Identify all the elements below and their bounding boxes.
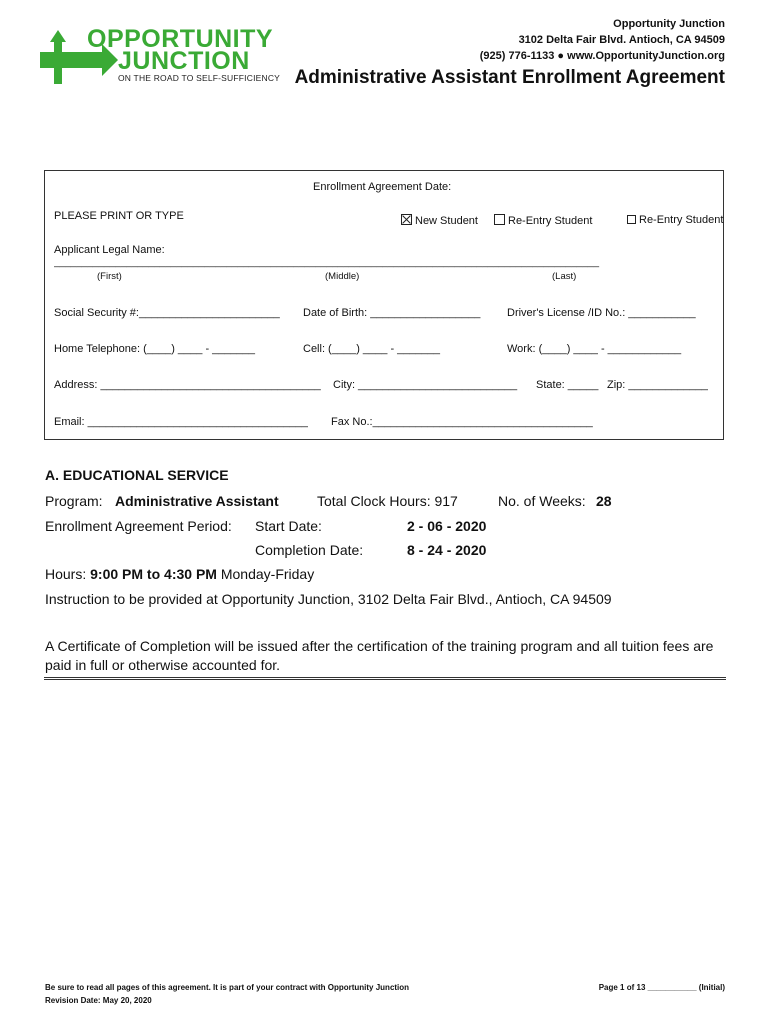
checked-box-icon[interactable] [401, 214, 412, 225]
program-value: Administrative Assistant [115, 493, 279, 509]
dob-field[interactable]: Date of Birth: __________________ [303, 307, 481, 319]
footer-note: Be sure to read all pages of this agreement. It is part of your contract with Opportunity Junction [45, 983, 410, 992]
email-field[interactable]: Email: ____________________________________ [54, 416, 308, 428]
zip-field[interactable]: Zip: _____________ [607, 379, 708, 391]
logo-tagline: ON THE ROAD TO SELF-SUFFICIENCY [118, 73, 281, 83]
reentry-student-label: Re-Entry Student [508, 215, 593, 227]
address-field[interactable]: Address: ____________________________________ [54, 379, 321, 391]
middle-name-label: (Middle) [325, 271, 360, 282]
instruction-location: Instruction to be provided at Opportunity Junction, 3102 Delta Fair Blvd., Antioch, CA 94509 [45, 591, 612, 607]
enrollment-date-label: Enrollment Agreement Date: [313, 181, 452, 193]
page-title: Administrative Assistant Enrollment Agreement [294, 67, 725, 88]
checkbox-icon[interactable] [494, 214, 505, 225]
certificate-text-line2: paid in full or otherwise accounted for. [45, 657, 281, 673]
legal-name-label: Applicant Legal Name: [54, 244, 165, 256]
license-field[interactable]: Driver's License /ID No.: ___________ [507, 307, 696, 319]
completion-date-label: Completion Date: [255, 542, 364, 558]
start-date-value: 2 - 06 - 2020 [407, 518, 487, 534]
weeks-value: 28 [596, 493, 612, 509]
program-label: Program: [45, 493, 103, 509]
print-instruction: PLEASE PRINT OR TYPE [54, 210, 184, 222]
hours-value: 9:00 PM to 4:30 PM [90, 566, 217, 582]
hours-line [45, 566, 314, 582]
hours-days: Monday-Friday [220, 566, 315, 582]
section-a-heading: A. EDUCATIONAL SERVICE [45, 467, 229, 483]
hours-label: Hours: [45, 566, 87, 582]
new-student-option[interactable] [401, 214, 478, 227]
fax-field[interactable]: Fax No.:____________________________________ [331, 416, 593, 428]
completion-date-value: 8 - 24 - 2020 [407, 542, 487, 558]
ssn-field[interactable]: Social Security #:_______________________ [54, 307, 280, 319]
header-phone-web: (925) 776-1133 ● www.OpportunityJunction.org [479, 50, 725, 62]
last-name-label: (Last) [552, 271, 577, 282]
weeks-label: No. of Weeks: [498, 493, 586, 509]
section-divider-2 [44, 679, 726, 680]
section-divider [44, 677, 726, 678]
state-field[interactable]: State: _____ [536, 379, 599, 391]
logo-line1: OPPORTUNITY [87, 25, 274, 53]
revision-date: Revision Date: May 20, 2020 [45, 996, 152, 1005]
certificate-text-line1: A Certificate of Completion will be issued after the certification of the training program and all tuition fees are [45, 638, 714, 654]
new-student-label: New Student [415, 215, 478, 227]
work-phone-field[interactable]: Work: (____) ____ - ____________ [507, 343, 682, 355]
home-telephone-field[interactable]: Home Telephone: (____) ____ - _______ [54, 343, 256, 355]
start-date-label: Start Date: [255, 518, 322, 534]
logo-line2: JUNCTION [118, 47, 250, 75]
checkbox-icon[interactable] [627, 215, 636, 224]
legal-name-field[interactable]: __________________________________________________________________________________________________ [54, 257, 600, 268]
reentry-student-label-2: Re-Entry Student [639, 214, 724, 226]
clock-hours: Total Clock Hours: 917 [317, 493, 458, 509]
header-org: Opportunity Junction [613, 18, 725, 30]
page-number: Page 1 of 13 ___________ (Initial) [598, 983, 725, 992]
period-label: Enrollment Agreement Period: [45, 518, 232, 534]
reentry-student-option-2[interactable] [627, 214, 723, 226]
city-field[interactable]: City: __________________________ [333, 379, 518, 391]
cell-field[interactable]: Cell: (____) ____ - _______ [303, 343, 440, 355]
reentry-student-option[interactable] [494, 214, 592, 227]
first-name-label: (First) [97, 271, 122, 282]
header-address: 3102 Delta Fair Blvd. Antioch, CA 94509 [518, 34, 725, 46]
